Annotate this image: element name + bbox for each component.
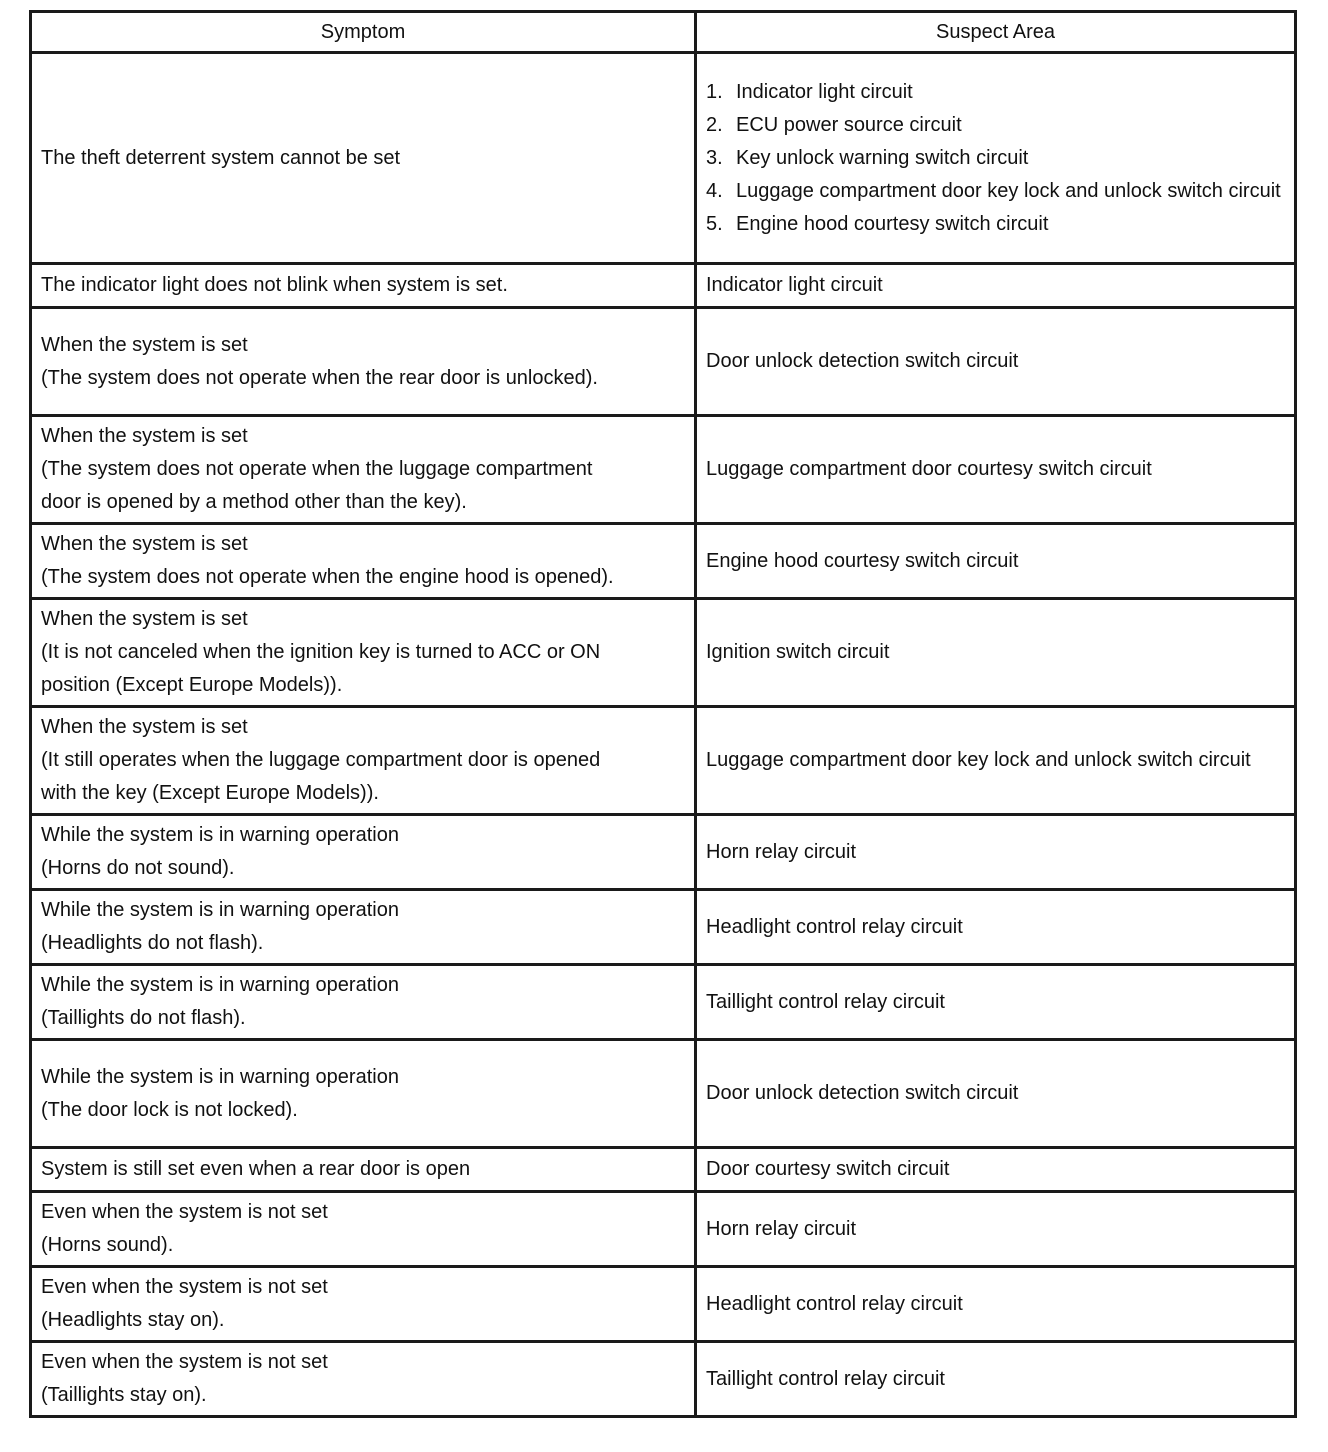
symptom-line: System is still set even when a rear door is open xyxy=(41,1158,471,1180)
symptom-line: Even when the system is not set xyxy=(41,1351,328,1373)
table-row xyxy=(31,890,1296,965)
symptom-line: (The system does not operate when the luggage compartment xyxy=(41,458,593,480)
symptom-line: (The system does not operate when the engine hood is opened). xyxy=(41,566,614,588)
item-number: 1. xyxy=(706,80,723,103)
suspect-area-item xyxy=(706,76,1286,109)
table-row xyxy=(31,815,1296,890)
table-row xyxy=(31,53,1296,264)
symptom-line: When the system is set xyxy=(41,533,248,555)
symptom-line: door is opened by a method other than the key). xyxy=(41,491,467,513)
symptom-line: Even when the system is not set xyxy=(41,1276,328,1298)
symptom-line: (Horns sound). xyxy=(41,1234,174,1256)
symptom-line: Even when the system is not set xyxy=(41,1201,328,1223)
suspect-area-cell: Headlight control relay circuit xyxy=(696,1267,1296,1342)
symptom-line: (Taillights do not flash). xyxy=(41,1007,246,1029)
table-row xyxy=(31,308,1296,416)
suspect-area-item xyxy=(706,175,1286,208)
suspect-area-cell: Luggage compartment door key lock and unlock switch circuit xyxy=(696,707,1296,815)
suspect-area-list xyxy=(706,76,1286,241)
symptom-cell xyxy=(31,599,696,707)
suspect-area-cell: Door unlock detection switch circuit xyxy=(696,1040,1296,1148)
symptom-cell xyxy=(31,1342,696,1417)
symptom-line: When the system is set xyxy=(41,716,248,738)
table-row xyxy=(31,416,1296,524)
table-row xyxy=(31,965,1296,1040)
symptom-line: position (Except Europe Models)). xyxy=(41,674,343,696)
symptom-line: (It still operates when the luggage compartment door is opened xyxy=(41,749,601,771)
troubleshooting-table-container xyxy=(29,10,1294,1418)
table-row xyxy=(31,524,1296,599)
item-text: Luggage compartment door key lock and unlock switch circuit xyxy=(736,179,1281,202)
symptom-line: The theft deterrent system cannot be set xyxy=(41,146,401,169)
suspect-area-cell: Taillight control relay circuit xyxy=(696,965,1296,1040)
suspect-area-cell: Horn relay circuit xyxy=(696,1192,1296,1267)
symptom-line: (Horns do not sound). xyxy=(41,857,235,879)
header-row xyxy=(31,12,1296,53)
suspect-area-item xyxy=(706,208,1286,241)
symptom-line: When the system is set xyxy=(41,608,248,630)
troubleshooting-table xyxy=(29,10,1297,1418)
symptom-cell xyxy=(31,707,696,815)
suspect-area-cell: Door courtesy switch circuit xyxy=(696,1148,1296,1192)
table-row xyxy=(31,707,1296,815)
symptom-line: When the system is set xyxy=(41,425,248,447)
symptom-cell xyxy=(31,1040,696,1148)
symptom-line: While the system is in warning operation xyxy=(41,899,399,921)
item-text: Key unlock warning switch circuit xyxy=(736,146,1029,169)
symptom-line: While the system is in warning operation xyxy=(41,824,399,846)
suspect-area-cell: Indicator light circuit xyxy=(696,264,1296,308)
suspect-area-cell: Headlight control relay circuit xyxy=(696,890,1296,965)
symptom-cell xyxy=(31,524,696,599)
item-text: Indicator light circuit xyxy=(736,80,913,103)
suspect-area-cell: Luggage compartment door courtesy switch circuit xyxy=(696,416,1296,524)
suspect-area-cell: Door unlock detection switch circuit xyxy=(696,308,1296,416)
symptom-cell xyxy=(31,308,696,416)
item-text: ECU power source circuit xyxy=(736,113,962,136)
item-number: 2. xyxy=(706,113,723,136)
symptom-line: (Headlights do not flash). xyxy=(41,932,264,954)
symptom-cell xyxy=(31,53,696,264)
symptom-cell xyxy=(31,1148,696,1192)
symptom-line: with the key (Except Europe Models)). xyxy=(41,782,379,804)
symptom-line: (The system does not operate when the rear door is unlocked). xyxy=(41,366,598,389)
item-text: Engine hood courtesy switch circuit xyxy=(736,212,1049,235)
table-row xyxy=(31,264,1296,308)
item-number: 4. xyxy=(706,179,723,202)
symptom-line: When the system is set xyxy=(41,333,248,356)
suspect-area-cell: Engine hood courtesy switch circuit xyxy=(696,524,1296,599)
symptom-line: (Taillights stay on). xyxy=(41,1384,207,1406)
symptom-line: (It is not canceled when the ignition key is turned to ACC or ON xyxy=(41,641,601,663)
table-row xyxy=(31,1148,1296,1192)
table-row xyxy=(31,1267,1296,1342)
item-number: 5. xyxy=(706,212,723,235)
suspect-area-cell: Ignition switch circuit xyxy=(696,599,1296,707)
symptom-cell xyxy=(31,264,696,308)
symptom-cell xyxy=(31,890,696,965)
header-suspect-area: Suspect Area xyxy=(696,12,1296,53)
table-row xyxy=(31,1040,1296,1148)
header-symptom: Symptom xyxy=(31,12,696,53)
symptom-line: The indicator light does not blink when system is set. xyxy=(41,274,508,296)
symptom-line: (The door lock is not locked). xyxy=(41,1098,298,1121)
symptom-cell xyxy=(31,416,696,524)
suspect-area-cell xyxy=(696,53,1296,264)
symptom-line: While the system is in warning operation xyxy=(41,1065,399,1088)
table-row xyxy=(31,1192,1296,1267)
item-number: 3. xyxy=(706,146,723,169)
suspect-area-item xyxy=(706,142,1286,175)
symptom-cell xyxy=(31,1192,696,1267)
table-row xyxy=(31,599,1296,707)
symptom-cell xyxy=(31,1267,696,1342)
suspect-area-cell: Taillight control relay circuit xyxy=(696,1342,1296,1417)
symptom-cell xyxy=(31,965,696,1040)
suspect-area-cell: Horn relay circuit xyxy=(696,815,1296,890)
table-row xyxy=(31,1342,1296,1417)
suspect-area-item xyxy=(706,109,1286,142)
symptom-cell xyxy=(31,815,696,890)
symptom-line: While the system is in warning operation xyxy=(41,974,399,996)
symptom-line: (Headlights stay on). xyxy=(41,1309,225,1331)
